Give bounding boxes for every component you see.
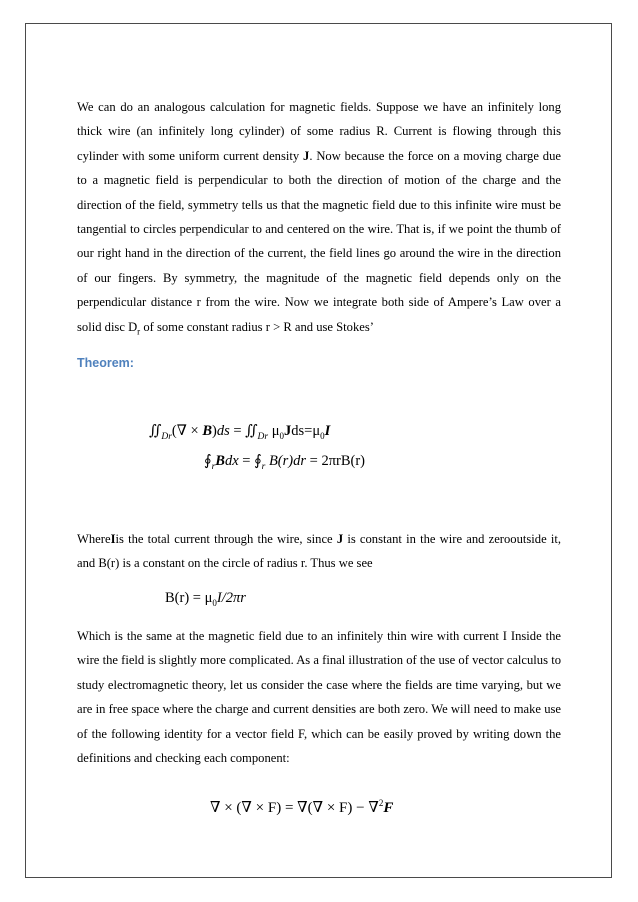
subscript: r [137, 326, 141, 337]
subscript: 0 [279, 430, 284, 441]
current-symbol: I [110, 532, 116, 546]
text-run: We can do an analogous calculation for magnetic fields. Suppose we have an infinitely long thick wire (an infinitely long cylinder) of some radius R. Current is flowing through this cylinder with some uniform current density [77, 100, 561, 163]
eq-part: ds=μ [291, 423, 321, 439]
integral-domain: Dr [257, 432, 269, 442]
vector-j: J [284, 423, 292, 439]
eq-part: μ [268, 423, 280, 439]
vector-b: B [215, 453, 225, 469]
vector-identity-equation [210, 793, 393, 818]
text-run: is constant in the wire and zerooutside it, and B(r) is a constant on the circle of radius r. Thus we see [77, 532, 561, 571]
closing-paragraph: Which is the same at the magnetic field due to an infinitely thin wire with current I Inside the wire the field is slightly more complicated. As a final illustration of the use of vector calculus to study electromagnetic theory, let us consider the case where the fields are time varying, but we are in free space where the charge and current densities are both zero. We will need to make use of the following identity for a vector field F, which can be easily proved by writing down the definitions and checking each component: [77, 629, 561, 766]
line-integral-equation [204, 451, 365, 477]
text-run: is the total current through the wire, since [115, 532, 337, 546]
eq-part: ds [216, 423, 230, 439]
eq-part: B(r)dr [265, 453, 307, 469]
current-density-symbol: J [303, 148, 310, 163]
text-run: Where [77, 532, 111, 546]
eq-part: I/2πr [216, 590, 246, 606]
equals-sign: = [238, 453, 255, 469]
integral-domain: r [211, 462, 216, 472]
text-run: of some constant radius r > R and use Stokes’ [140, 319, 374, 334]
superscript: 2 [378, 798, 384, 808]
vector-f: F [383, 800, 394, 816]
theorem-heading: Theorem: [77, 356, 134, 370]
eq-part: ∇ × (∇ × F) = ∇(∇ × F) − ∇ [210, 800, 379, 816]
integral-domain: r [261, 462, 266, 472]
eq-part: ) [211, 423, 217, 439]
field-result-equation [165, 588, 246, 613]
subscript: 0 [212, 597, 217, 608]
eq-part: dx [224, 453, 239, 469]
contour-integral-symbol: ∮ [204, 453, 212, 469]
current-density-symbol: J [336, 532, 344, 546]
subscript: 0 [320, 430, 325, 441]
current-i: I [324, 423, 331, 439]
where-paragraph [77, 527, 561, 576]
text-run: . Now because the force on a moving charge due to a magnetic field is perpendicular to both the direction of motion of the charge and the direction of the field, symmetry tells us that the magnetic field due to this infinite wire must be tangential to circles perpendicular to and centered on the wire. That is, if we point the thumb of our right hand in the direction of the current, the field lines go around the wire in the direction of our fingers. By symmetry, the magnitude of the magnetic field depends only on the perpendicular distance r from the wire. Now we integrate both side of Ampere’s Law over a solid disc D [77, 148, 561, 334]
equals-sign: = [229, 423, 246, 439]
double-integral-symbol: ∬ [245, 423, 258, 439]
stokes-equation [149, 421, 330, 447]
intro-paragraph [77, 95, 561, 344]
equals-sign: = [306, 453, 322, 469]
double-integral-symbol: ∬ [149, 423, 162, 439]
eq-part: 2πrB(r) [321, 453, 366, 469]
contour-integral-symbol: ∮ [254, 453, 262, 469]
eq-part: (∇ × [171, 423, 203, 439]
eq-part: B(r) = μ [165, 590, 213, 606]
vector-b: B [202, 423, 212, 439]
integral-domain: Dr [161, 432, 172, 442]
